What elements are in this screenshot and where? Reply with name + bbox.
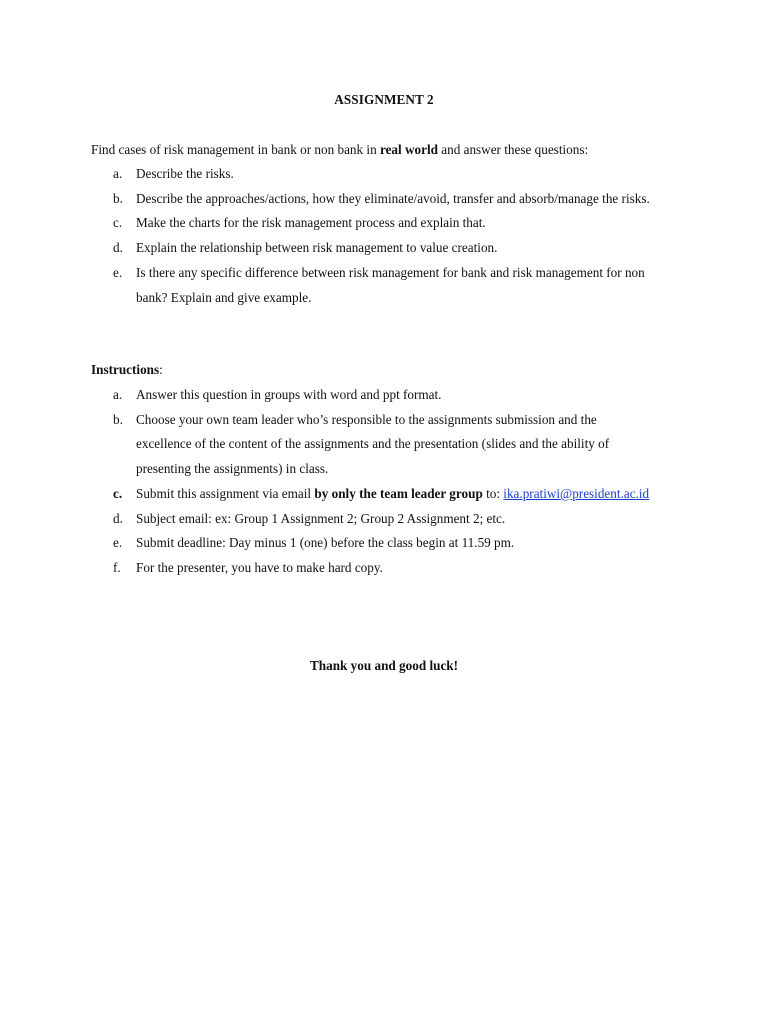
instruction-text-start: Submit this assignment via email xyxy=(136,485,315,501)
instruction-item-b xyxy=(91,408,691,482)
list-marker: b. xyxy=(113,190,123,206)
instruction-text: Submit deadline: Day minus 1 (one) before the class begin at 11.59 pm. xyxy=(136,535,515,551)
list-marker: b. xyxy=(113,411,123,427)
question-text-line-1: Is there any specific difference between risk management for bank and risk management for non xyxy=(136,264,645,280)
question-text: Describe the risks. xyxy=(136,166,234,181)
list-marker: c. xyxy=(113,485,123,501)
question-item-c xyxy=(91,211,691,236)
instruction-item-c xyxy=(91,482,691,507)
email-link[interactable]: ika.pratiwi@president.ac.id xyxy=(503,485,650,501)
instruction-text-mid: to: xyxy=(482,485,504,501)
instruction-item-f xyxy=(91,556,691,581)
list-marker: e. xyxy=(113,264,123,280)
list-marker: c. xyxy=(113,215,123,231)
list-marker: d. xyxy=(113,240,123,256)
document-title: ASSIGNMENT 2 xyxy=(334,92,434,107)
instructions-heading xyxy=(91,362,163,378)
question-item-b xyxy=(91,187,691,212)
intro-text-end: and answer these questions: xyxy=(437,142,589,157)
instruction-text: Answer this question in groups with word and ppt format. xyxy=(136,387,442,402)
instructions-heading-colon: : xyxy=(159,362,163,377)
intro-paragraph xyxy=(91,142,691,158)
question-item-e xyxy=(91,261,691,310)
question-text-line-2: bank? Explain and give example. xyxy=(136,289,312,305)
list-marker: e. xyxy=(113,535,123,551)
intro-text-start: Find cases of risk management in bank or non bank in xyxy=(91,142,380,157)
list-marker: d. xyxy=(113,510,123,526)
instructions-heading-text: Instructions xyxy=(91,362,160,377)
instruction-text-line-2: excellence of the content of the assignments and the presentation (slides and the ability of xyxy=(136,436,610,452)
list-marker: a. xyxy=(113,166,123,181)
instruction-text: Subject email: ex: Group 1 Assignment 2; Group 2 Assignment 2; etc. xyxy=(136,510,506,526)
instruction-item-a xyxy=(91,383,691,408)
instruction-text: For the presenter, you have to make hard copy. xyxy=(136,559,383,575)
instruction-text-line-1: Choose your own team leader who’s responsible to the assignments submission and the xyxy=(136,411,597,427)
list-marker: f. xyxy=(113,559,121,575)
question-text: Explain the relationship between risk management to value creation. xyxy=(136,240,498,256)
instruction-item-e xyxy=(91,531,691,556)
question-text: Describe the approaches/actions, how they eliminate/avoid, transfer and absorb/manage the risks. xyxy=(136,190,650,206)
instruction-text-line-3: presenting the assignments) in class. xyxy=(136,461,329,477)
question-item-d xyxy=(91,236,691,261)
instruction-bold-text: by only the team leader group xyxy=(314,485,483,501)
instruction-item-d xyxy=(91,507,691,532)
questions-list xyxy=(91,162,691,310)
intro-bold-text: real world xyxy=(379,142,438,157)
question-text: Make the charts for the risk management process and explain that. xyxy=(136,215,486,231)
list-marker: a. xyxy=(113,387,123,402)
instructions-list xyxy=(91,383,691,581)
closing-line: Thank you and good luck! xyxy=(309,658,459,673)
question-item-a xyxy=(91,162,691,187)
